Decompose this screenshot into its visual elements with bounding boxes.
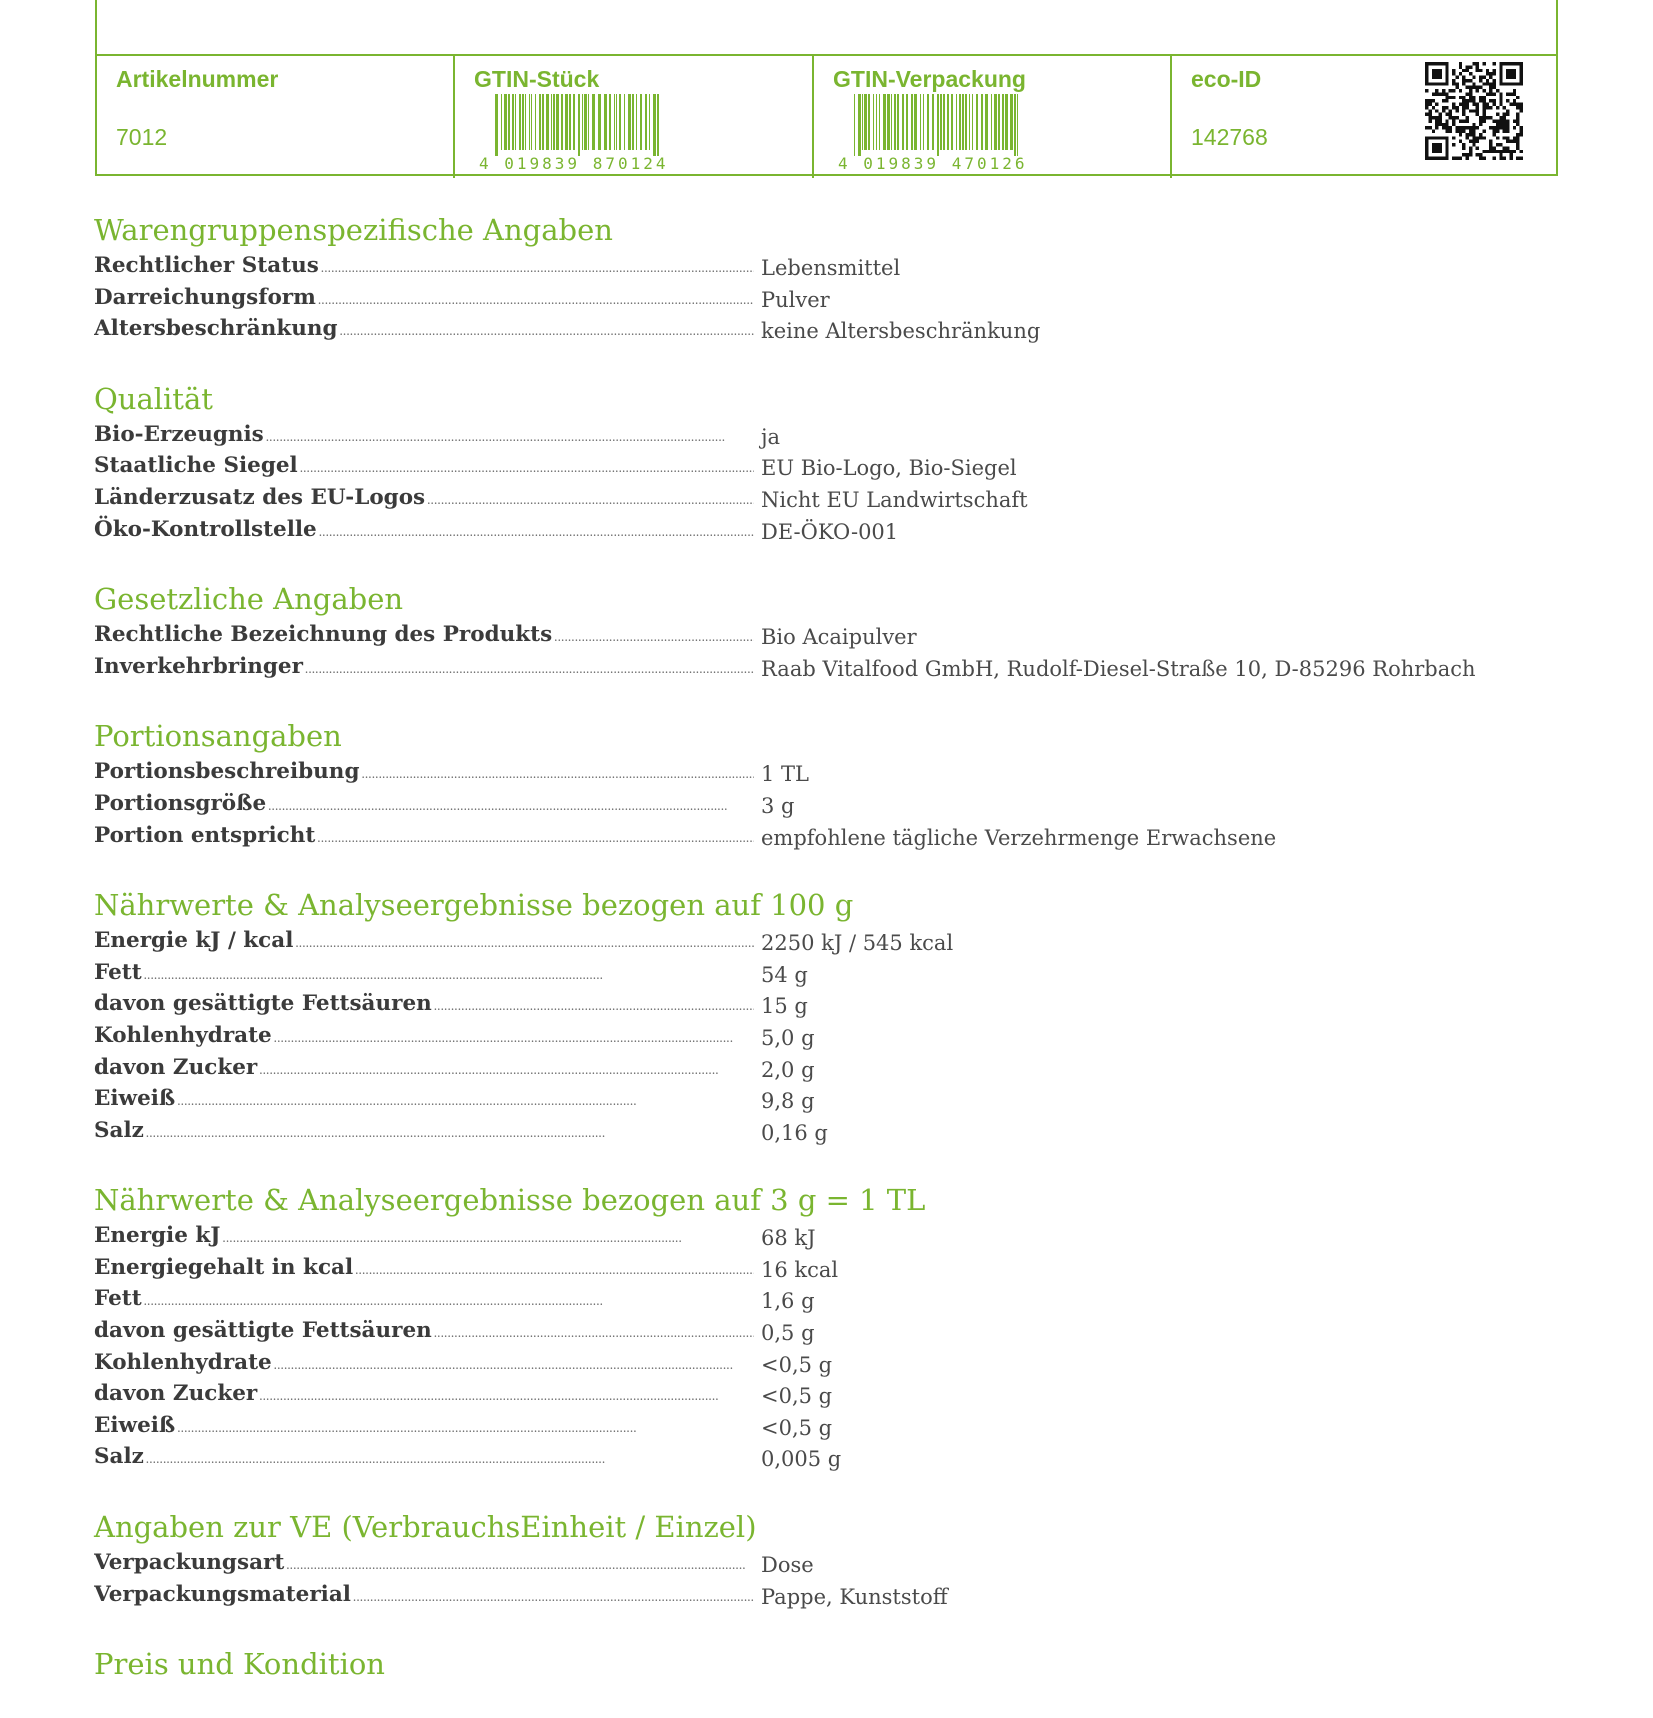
data-row (94, 1083, 1554, 1115)
barcode-icon (495, 94, 659, 156)
row-label (94, 1315, 754, 1347)
barcode-icon (854, 94, 1018, 156)
section-title: Gesetzliche Angaben (94, 582, 404, 617)
row-value: DE-ÖKO-001 (761, 519, 899, 544)
eco-id-cell (1172, 56, 1556, 178)
row-label-text: davon gesättigte Fettsäuren (94, 1318, 432, 1344)
data-row (94, 756, 1554, 788)
data-section (94, 210, 1554, 345)
row-label-text: Kohlenhydrate (94, 1022, 272, 1048)
row-value: keine Altersbeschränkung (761, 319, 1041, 344)
row-value: EU Bio-Logo, Bio-Siegel (761, 456, 1017, 481)
data-row (94, 419, 1554, 451)
data-section (94, 716, 1554, 851)
data-row (94, 482, 1554, 514)
data-section (94, 1644, 1554, 1684)
row-label (94, 1252, 754, 1284)
row-label-text: Rechtlicher Status (94, 253, 319, 278)
data-row (94, 988, 1554, 1020)
data-row (94, 282, 1554, 314)
data-row (94, 1547, 1554, 1579)
product-id-header (95, 0, 1558, 176)
row-value: 0,005 g (761, 1447, 842, 1472)
data-row (94, 925, 1554, 957)
row-label (94, 1020, 754, 1052)
row-label (94, 1220, 754, 1252)
row-label-text: Fett (94, 1286, 142, 1312)
row-value: 9,8 g (761, 1089, 815, 1114)
data-row (94, 1579, 1554, 1611)
row-label-text: Bio-Erzeugnis (94, 421, 264, 447)
row-value: 68 kJ (761, 1226, 816, 1251)
row-value: <0,5 g (761, 1352, 833, 1377)
row-label-text: davon Zucker (94, 1054, 258, 1080)
gtin-stueck-cell (455, 56, 814, 178)
row-value: 1 TL (761, 762, 809, 787)
product-data-sheet (94, 210, 1554, 1718)
row-label (94, 1083, 754, 1115)
section-title: Nährwerte & Analyseergebnisse bezogen auf 3 g = 1 TL (94, 1183, 926, 1218)
artikelnummer-value: 7012 (116, 124, 168, 150)
row-label-text: davon Zucker (94, 1381, 258, 1407)
row-label (94, 1378, 754, 1410)
row-label-text: Inverkehrbringer (94, 653, 303, 679)
row-label-text: Portionsgröße (94, 790, 267, 816)
row-value: 0,5 g (761, 1321, 815, 1346)
row-label (94, 1283, 754, 1315)
row-value: 16 kcal (761, 1257, 839, 1282)
section-title: Nährwerte & Analyseergebnisse bezogen auf 100 g (94, 888, 854, 923)
row-label (94, 450, 754, 482)
row-label (94, 788, 754, 820)
data-row (94, 250, 1554, 282)
row-label-text: Eiweiß (94, 1412, 176, 1438)
data-row (94, 957, 1554, 989)
row-value: Raab Vitalfood GmbH, Rudolf-Diesel-Straße 10, D-85296 Rohrbach (761, 656, 1476, 681)
row-label (94, 1547, 754, 1579)
data-row (94, 619, 1554, 651)
data-section (94, 1507, 1554, 1610)
gtin-verpackung-barcode (838, 94, 1028, 176)
row-label (94, 925, 754, 957)
data-section (94, 885, 1554, 1146)
row-label (94, 419, 754, 451)
row-label-text: Kohlenhydrate (94, 1349, 272, 1375)
data-section (94, 379, 1554, 545)
row-label-text: Öko-Kontrollstelle (94, 516, 317, 542)
row-label (94, 957, 754, 989)
row-value: 2250 kJ / 545 kcal (761, 931, 954, 956)
row-label (94, 250, 754, 282)
gtin-stueck-digits: 4 019839 870124 (479, 154, 669, 173)
row-value: 5,0 g (761, 1025, 815, 1050)
data-row (94, 1410, 1554, 1442)
artikelnummer-label: Artikelnummer (116, 66, 279, 92)
row-value: 1,6 g (761, 1289, 815, 1314)
row-label (94, 619, 754, 651)
row-label-text: Fett (94, 959, 142, 985)
row-label (94, 1347, 754, 1379)
section-title: Portionsangaben (94, 719, 342, 754)
row-label (94, 482, 754, 514)
row-value: Bio Acaipulver (761, 625, 917, 650)
row-value: 2,0 g (761, 1057, 815, 1082)
row-label-text: Salz (94, 1117, 144, 1143)
data-row (94, 313, 1554, 345)
row-label-text: Altersbeschränkung (94, 316, 338, 342)
data-row (94, 651, 1554, 683)
row-value: <0,5 g (761, 1415, 833, 1440)
row-label-text: davon gesättigte Fettsäuren (94, 991, 432, 1017)
row-label-text: Portionsbeschreibung (94, 759, 360, 785)
row-label-text: Salz (94, 1444, 144, 1470)
data-row (94, 450, 1554, 482)
data-row (94, 1283, 1554, 1315)
row-value: empfohlene tägliche Verzehrmenge Erwachsene (761, 825, 1277, 850)
data-row (94, 1315, 1554, 1347)
row-label (94, 313, 754, 345)
data-row (94, 1347, 1554, 1379)
row-label-text: Rechtliche Bezeichnung des Produkts (94, 622, 553, 648)
row-label (94, 820, 754, 852)
data-row (94, 1252, 1554, 1284)
row-label-text: Energie kJ / kcal (94, 928, 294, 954)
row-value: 15 g (761, 994, 808, 1019)
row-label-text: Darreichungsform (94, 284, 316, 310)
row-label-text: Staatliche Siegel (94, 453, 298, 479)
section-title: Qualität (94, 381, 213, 416)
row-label (94, 1441, 754, 1473)
row-value: 0,16 g (761, 1120, 828, 1145)
gtin-stueck-label: GTIN-Stück (474, 66, 600, 92)
row-label-text: Länderzusatz des EU-Logos (94, 484, 426, 510)
data-row (94, 1115, 1554, 1147)
data-row (94, 788, 1554, 820)
data-row (94, 1220, 1554, 1252)
row-value: Nicht EU Landwirtschaft (761, 487, 1028, 512)
row-value: Pulver (761, 287, 830, 312)
row-label-text: Energie kJ (94, 1223, 221, 1249)
section-title: Angaben zur VE (VerbrauchsEinheit / Einzel) (94, 1510, 757, 1545)
row-value: ja (761, 424, 781, 449)
row-value: 3 g (761, 793, 795, 818)
row-value: <0,5 g (761, 1384, 833, 1409)
data-row (94, 1052, 1554, 1084)
data-row (94, 820, 1554, 852)
row-value: Dose (761, 1553, 814, 1578)
row-value: 54 g (761, 962, 808, 987)
qr-code-icon (1425, 62, 1523, 160)
gtin-stueck-barcode (479, 94, 669, 176)
eco-id-label: eco-ID (1191, 66, 1262, 92)
row-label (94, 282, 754, 314)
row-label (94, 1052, 754, 1084)
row-label (94, 1579, 754, 1611)
row-label-text: Verpackungsmaterial (94, 1581, 351, 1607)
gtin-verpackung-label: GTIN-Verpackung (833, 66, 1026, 92)
data-section (94, 1180, 1554, 1473)
gtin-verpackung-cell (814, 56, 1172, 178)
data-row (94, 1441, 1554, 1473)
row-label (94, 1410, 754, 1442)
row-label-text: Energiegehalt in kcal (94, 1254, 354, 1280)
section-title: Preis und Kondition (94, 1647, 385, 1682)
row-label (94, 651, 754, 683)
data-row (94, 1020, 1554, 1052)
data-row (94, 514, 1554, 546)
data-row (94, 1378, 1554, 1410)
row-label-text: Verpackungsart (94, 1550, 285, 1576)
row-label (94, 1115, 754, 1147)
row-value: Pappe, Kunststoff (761, 1584, 948, 1609)
row-label (94, 988, 754, 1020)
row-value: Lebensmittel (761, 256, 901, 280)
eco-id-value: 142768 (1191, 124, 1268, 150)
artikelnummer-cell (97, 56, 455, 178)
row-label-text: Eiweiß (94, 1086, 176, 1112)
row-label (94, 756, 754, 788)
row-label-text: Portion entspricht (94, 822, 316, 848)
row-label (94, 514, 754, 546)
header-top-area (97, 0, 1556, 56)
section-title: Warengruppenspezifische Angaben (94, 213, 613, 247)
gtin-verpackung-digits: 4 019839 470126 (838, 154, 1028, 173)
data-section (94, 579, 1554, 682)
